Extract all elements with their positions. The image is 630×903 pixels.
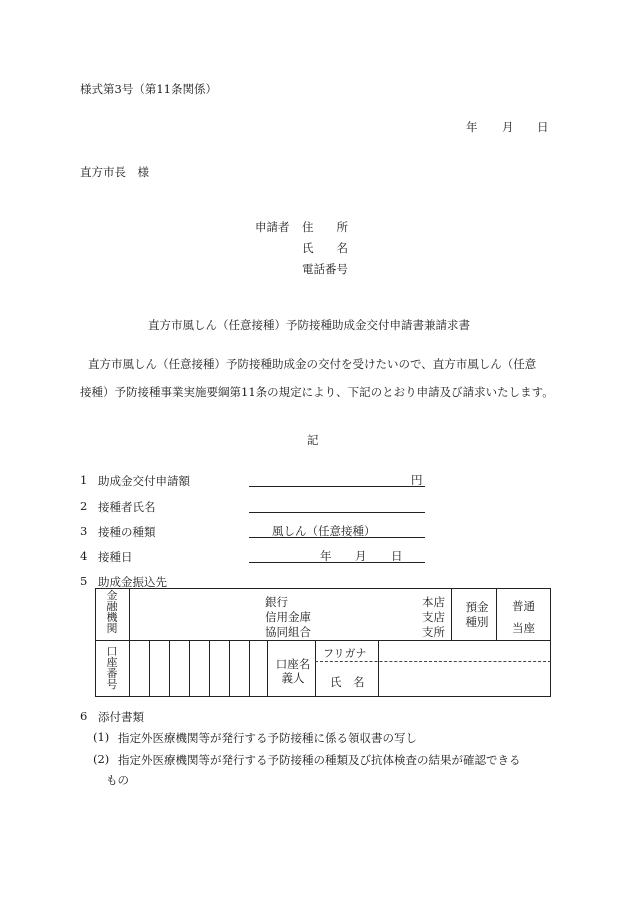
item-label-attachments: 添付書類 bbox=[98, 710, 144, 724]
applicant-address-label: 住 所 bbox=[302, 220, 348, 234]
attachment-text: 指定外医療機関等が発行する予防接種に係る領収書の写し bbox=[118, 731, 417, 745]
recipient-name-field-line[interactable] bbox=[249, 512, 425, 513]
item-number: 4 bbox=[80, 549, 88, 563]
bank-table-col-divider bbox=[451, 588, 452, 640]
item-number: 5 bbox=[80, 574, 88, 588]
deposit-type-label: 預金種別 bbox=[465, 600, 489, 629]
deposit-type-ordinary[interactable]: 普通 bbox=[512, 599, 535, 613]
body-text-line2: 接種）予防接種事業実施要綱第11条の規定により、下記のとおり申請及び請求いたします。 bbox=[80, 385, 554, 399]
holder-name-label: 氏 名 bbox=[330, 675, 365, 689]
attachment-text-continuation: もの bbox=[106, 773, 129, 787]
furigana-label: フリガナ bbox=[323, 647, 367, 660]
vaccination-type-line bbox=[249, 537, 425, 538]
bank-table-col-divider bbox=[378, 640, 379, 697]
form-number: 様式第3号（第11条関係） bbox=[80, 82, 217, 96]
attachment-number: (2) bbox=[93, 752, 110, 766]
yen-unit: 円 bbox=[411, 473, 423, 487]
date-month-label: 月 bbox=[502, 120, 514, 134]
account-digit-divider bbox=[149, 640, 150, 697]
addressee: 直方市長 様 bbox=[80, 165, 149, 179]
account-digit-divider bbox=[189, 640, 190, 697]
item-label-vaccination-type: 接種の種類 bbox=[98, 525, 156, 539]
bank-table-row-divider bbox=[95, 640, 551, 641]
account-digit-divider bbox=[169, 640, 170, 697]
vaccination-type-value: 風しん（任意接種） bbox=[272, 524, 376, 538]
account-number-label: 口座番号 bbox=[106, 645, 118, 691]
bank-type-bank: 銀行 bbox=[265, 595, 288, 609]
branch-type-head: 本店 bbox=[422, 595, 445, 609]
bank-table-col-divider bbox=[496, 588, 497, 640]
branch-type-sub: 支所 bbox=[422, 625, 445, 639]
vaccination-date-day: 日 bbox=[391, 549, 403, 563]
account-digit-divider bbox=[229, 640, 230, 697]
account-digit-divider bbox=[267, 640, 268, 697]
item-number: 6 bbox=[80, 709, 88, 723]
body-text-line1: 直方市風しん（任意接種）予防接種助成金の交付を受けたいので、直方市風しん（任意 bbox=[88, 357, 537, 371]
attachment-number: (1) bbox=[93, 730, 110, 744]
bank-type-credit-union: 信用金庫 bbox=[265, 610, 311, 624]
vaccination-date-line[interactable] bbox=[249, 562, 425, 563]
bank-table-col-divider bbox=[129, 588, 130, 697]
deposit-type-current[interactable]: 当座 bbox=[512, 621, 535, 635]
item-label-recipient-name: 接種者氏名 bbox=[98, 500, 156, 514]
attachment-text: 指定外医療機関等が発行する予防接種の種類及び抗体検査の結果が確認できる bbox=[118, 753, 521, 767]
document-title: 直方市風しん（任意接種）予防接種助成金交付申請書兼請求書 bbox=[148, 318, 470, 332]
item-label-amount: 助成金交付申請額 bbox=[98, 474, 190, 488]
account-digit-divider bbox=[209, 640, 210, 697]
item-label-bank-account: 助成金振込先 bbox=[98, 575, 167, 589]
bank-type-cooperative: 協同組合 bbox=[265, 625, 311, 639]
applicant-phone-label: 電話番号 bbox=[302, 262, 348, 276]
branch-type-branch: 支店 bbox=[422, 610, 445, 624]
applicant-name-label: 氏 名 bbox=[302, 241, 348, 255]
account-digit-divider bbox=[249, 640, 250, 697]
amount-field-line[interactable] bbox=[249, 486, 425, 487]
item-label-vaccination-date: 接種日 bbox=[98, 550, 133, 564]
ki-heading: 記 bbox=[307, 433, 319, 447]
date-year-label: 年 bbox=[466, 120, 478, 134]
item-number: 2 bbox=[80, 499, 88, 513]
bank-table-col-divider bbox=[315, 640, 316, 697]
furigana-dashed-divider bbox=[315, 661, 551, 662]
vaccination-date-month: 月 bbox=[355, 549, 367, 563]
item-number: 1 bbox=[80, 473, 88, 487]
item-number: 3 bbox=[80, 524, 88, 538]
institution-label: 金融機関 bbox=[106, 589, 118, 635]
applicant-label: 申請者 bbox=[255, 220, 290, 234]
date-day-label: 日 bbox=[537, 120, 549, 134]
account-holder-label: 口座名義人 bbox=[275, 657, 311, 685]
vaccination-date-year: 年 bbox=[320, 549, 332, 563]
